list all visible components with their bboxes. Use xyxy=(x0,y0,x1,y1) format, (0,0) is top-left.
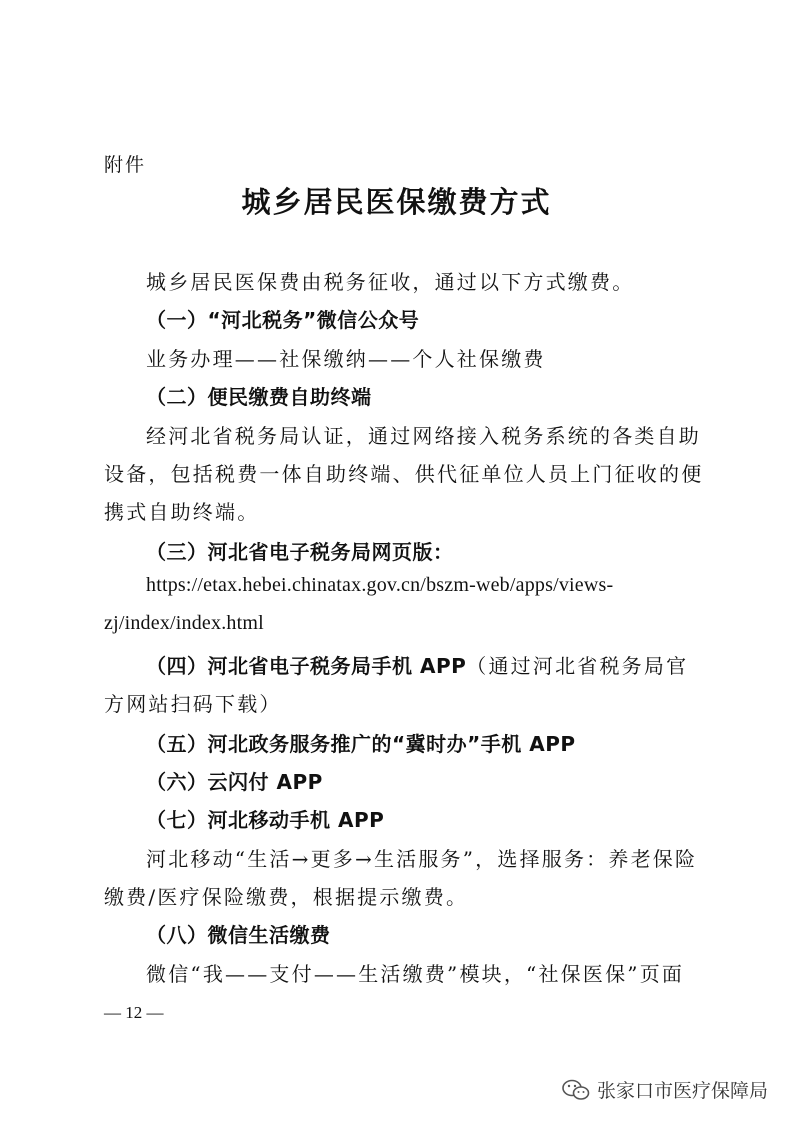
intro-paragraph: 城乡居民医保费由税务征收，通过以下方式缴费。 xyxy=(146,270,635,294)
source-watermark xyxy=(561,1076,768,1103)
page-number: — 12 — xyxy=(104,1003,164,1022)
section-heading-8: （八）微信生活缴费 xyxy=(146,923,331,947)
section-4-first-line xyxy=(146,650,688,679)
watermark-text: 张家口市医疗保障局 xyxy=(597,1080,769,1102)
section-heading-2: （二）便民缴费自助终端 xyxy=(146,385,372,409)
section-7-line-1: 河北移动“生活→更多→生活服务”，选择服务：养老保险 xyxy=(146,847,698,871)
page-title: 城乡居民医保缴费方式 xyxy=(241,185,552,219)
section-heading-5: （五）河北政务服务推广的“冀时办”手机 APP xyxy=(146,732,576,756)
section-4-line-1: 方网站扫码下载） xyxy=(104,692,282,716)
section-heading-1: （一）“河北税务”微信公众号 xyxy=(146,308,420,332)
section-8-line-1: 微信“我——支付——生活缴费”模块，“社保医保”页面 xyxy=(146,962,685,986)
section-1-line-1: 业务办理——社保缴纳——个人社保缴费 xyxy=(146,347,546,371)
section-heading-7: （七）河北移动手机 APP xyxy=(146,808,385,832)
section-heading-6: （六）云闪付 APP xyxy=(146,770,323,794)
section-4-note: （通过河北省税务局官 xyxy=(466,654,689,678)
etax-url-line-2: zj/index/index.html xyxy=(104,612,264,634)
wechat-icon xyxy=(561,1078,591,1102)
etax-url-line-1: https://etax.hebei.chinatax.gov.cn/bszm-web/apps/views- xyxy=(146,574,614,596)
section-2-line-1: 经河北省税务局认证，通过网络接入税务系统的各类自助 xyxy=(146,424,701,448)
section-7-line-2: 缴费/医疗保险缴费，根据提示缴费。 xyxy=(104,885,469,909)
section-heading-3: （三）河北省电子税务局网页版： xyxy=(146,540,454,564)
attachment-label: 附件 xyxy=(104,154,147,176)
section-heading-4: （四）河北省电子税务局手机 APP xyxy=(146,654,467,678)
section-2-line-2: 设备，包括税费一体自助终端、供代征单位人员上门征收的便 xyxy=(104,462,704,486)
section-2-line-3: 携式自助终端。 xyxy=(104,500,260,524)
